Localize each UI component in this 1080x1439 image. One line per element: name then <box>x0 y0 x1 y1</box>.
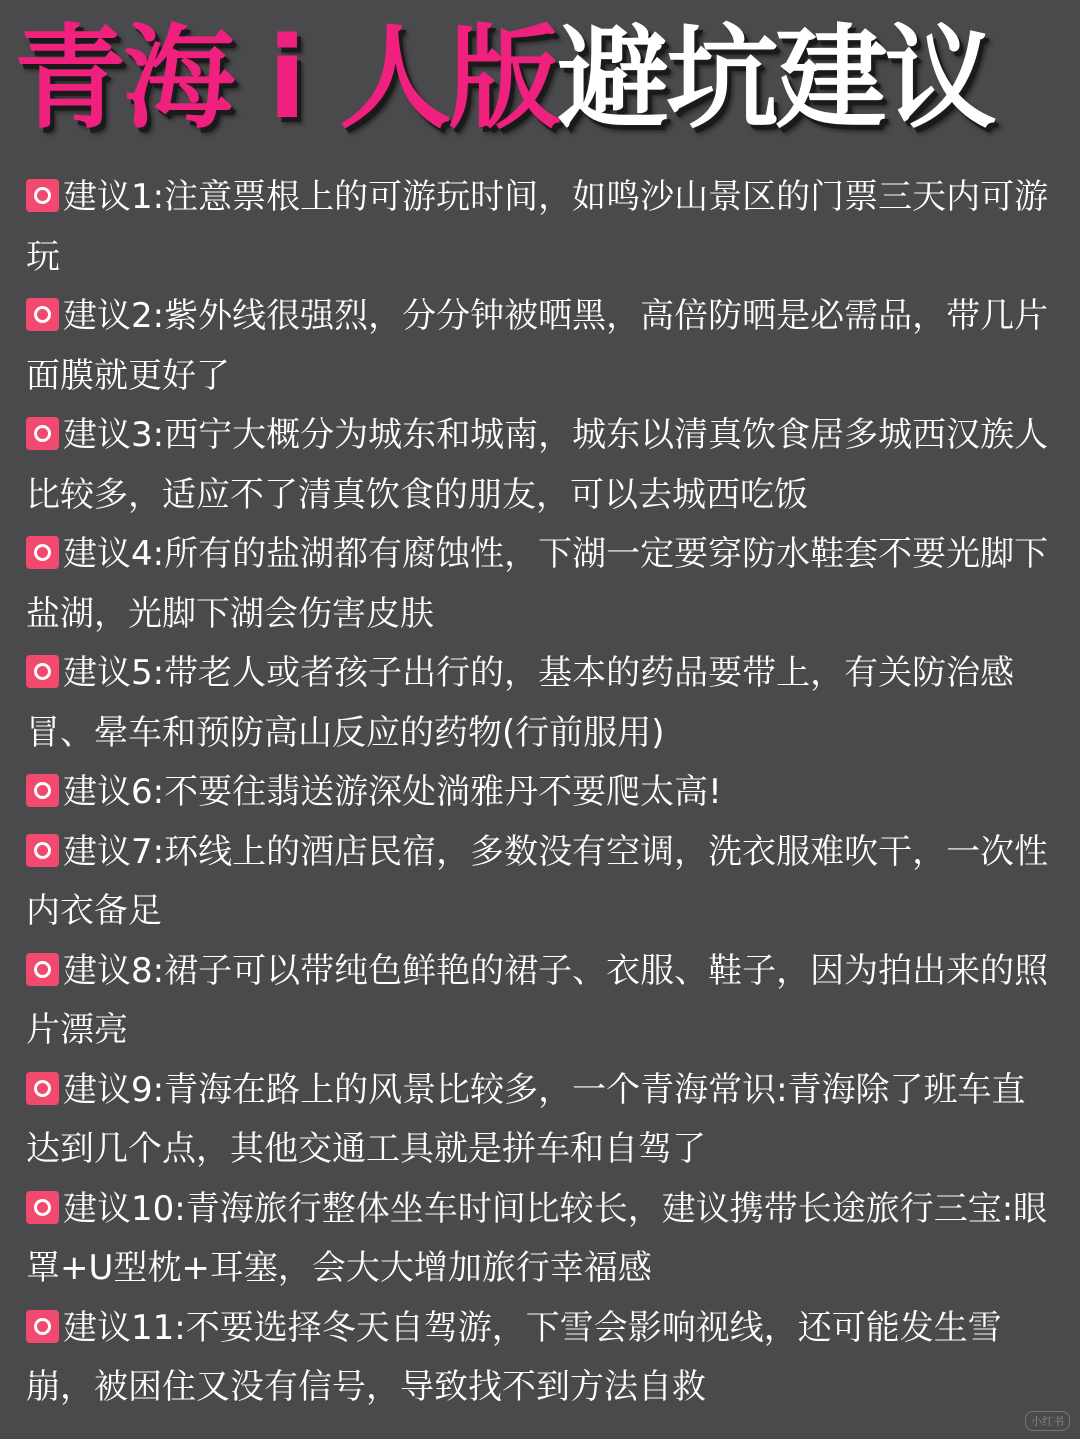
o-button-icon <box>26 655 59 688</box>
o-button-icon <box>26 953 59 986</box>
tip-item <box>26 1180 1056 1299</box>
tip-item <box>26 644 1056 763</box>
tip-text: 建议10:青海旅行整体坐车时间比较长，建议携带长途旅行三宝:眼罩+U型枕+耳塞，会大大增加旅行幸福感 <box>26 1188 1048 1288</box>
o-button-icon <box>26 179 59 212</box>
tip-item <box>26 823 1056 942</box>
tip-item <box>26 525 1056 644</box>
tip-text: 建议4:所有的盐湖都有腐蚀性，下湖一定要穿防水鞋套不要光脚下盐湖，光脚下湖会伤害皮肤 <box>26 534 1049 634</box>
o-button-icon <box>26 536 59 569</box>
tips-list <box>26 168 1056 1418</box>
tip-text: 建议2:紫外线很强烈，分分钟被晒黑，高倍防晒是必需品，带几片面膜就更好了 <box>26 296 1049 396</box>
o-button-icon <box>26 1191 59 1224</box>
tip-text: 建议9:青海在路上的风景比较多，一个青海常识:青海除了班车直达到几个点，其他交通工具就是拼车和自驾了 <box>26 1069 1026 1169</box>
tip-item <box>26 763 1056 823</box>
tip-text: 建议1:注意票根上的可游玩时间，如鸣沙山景区的门票三天内可游玩 <box>26 177 1049 277</box>
tip-text: 建议5:带老人或者孩子出行的，基本的药品要带上，有关防治感冒、晕车和预防高山反应的药物(行前服用) <box>26 653 1015 753</box>
o-button-icon <box>26 774 59 807</box>
tip-text: 建议11:不要选择冬天自驾游，下雪会影响视线，还可能发生雪崩，被困住又没有信号，导致找不到方法自救 <box>26 1307 1002 1407</box>
tip-item <box>26 1299 1056 1418</box>
tip-text: 建议7:环线上的酒店民宿，多数没有空调，洗衣服难吹干，一次性内衣备足 <box>26 831 1049 931</box>
tip-text: 建议3:西宁大概分为城东和城南，城东以清真饮食居多城西汉族人比较多，适应不了清真饮食的朋友，可以去城西吃饭 <box>26 415 1049 515</box>
o-button-icon <box>26 1072 59 1105</box>
tip-item <box>26 942 1056 1061</box>
o-button-icon <box>26 1310 59 1343</box>
o-button-icon <box>26 834 59 867</box>
tip-text: 建议6:不要往翡送游深处淌雅丹不要爬太高! <box>63 772 722 812</box>
watermark: 小红书 <box>1025 1411 1070 1431</box>
tip-item <box>26 406 1056 525</box>
tip-text: 建议8:裙子可以带纯色鲜艳的裙子、衣服、鞋子，因为拍出来的照片漂亮 <box>26 950 1049 1050</box>
page-title <box>14 4 1074 154</box>
title-main: 避坑建议 <box>557 14 994 144</box>
title-highlight: 青海 i 人版 <box>14 14 558 144</box>
o-button-icon <box>26 298 59 331</box>
tip-item <box>26 1061 1056 1180</box>
tip-item <box>26 287 1056 406</box>
tip-item <box>26 168 1056 287</box>
o-button-icon <box>26 417 59 450</box>
